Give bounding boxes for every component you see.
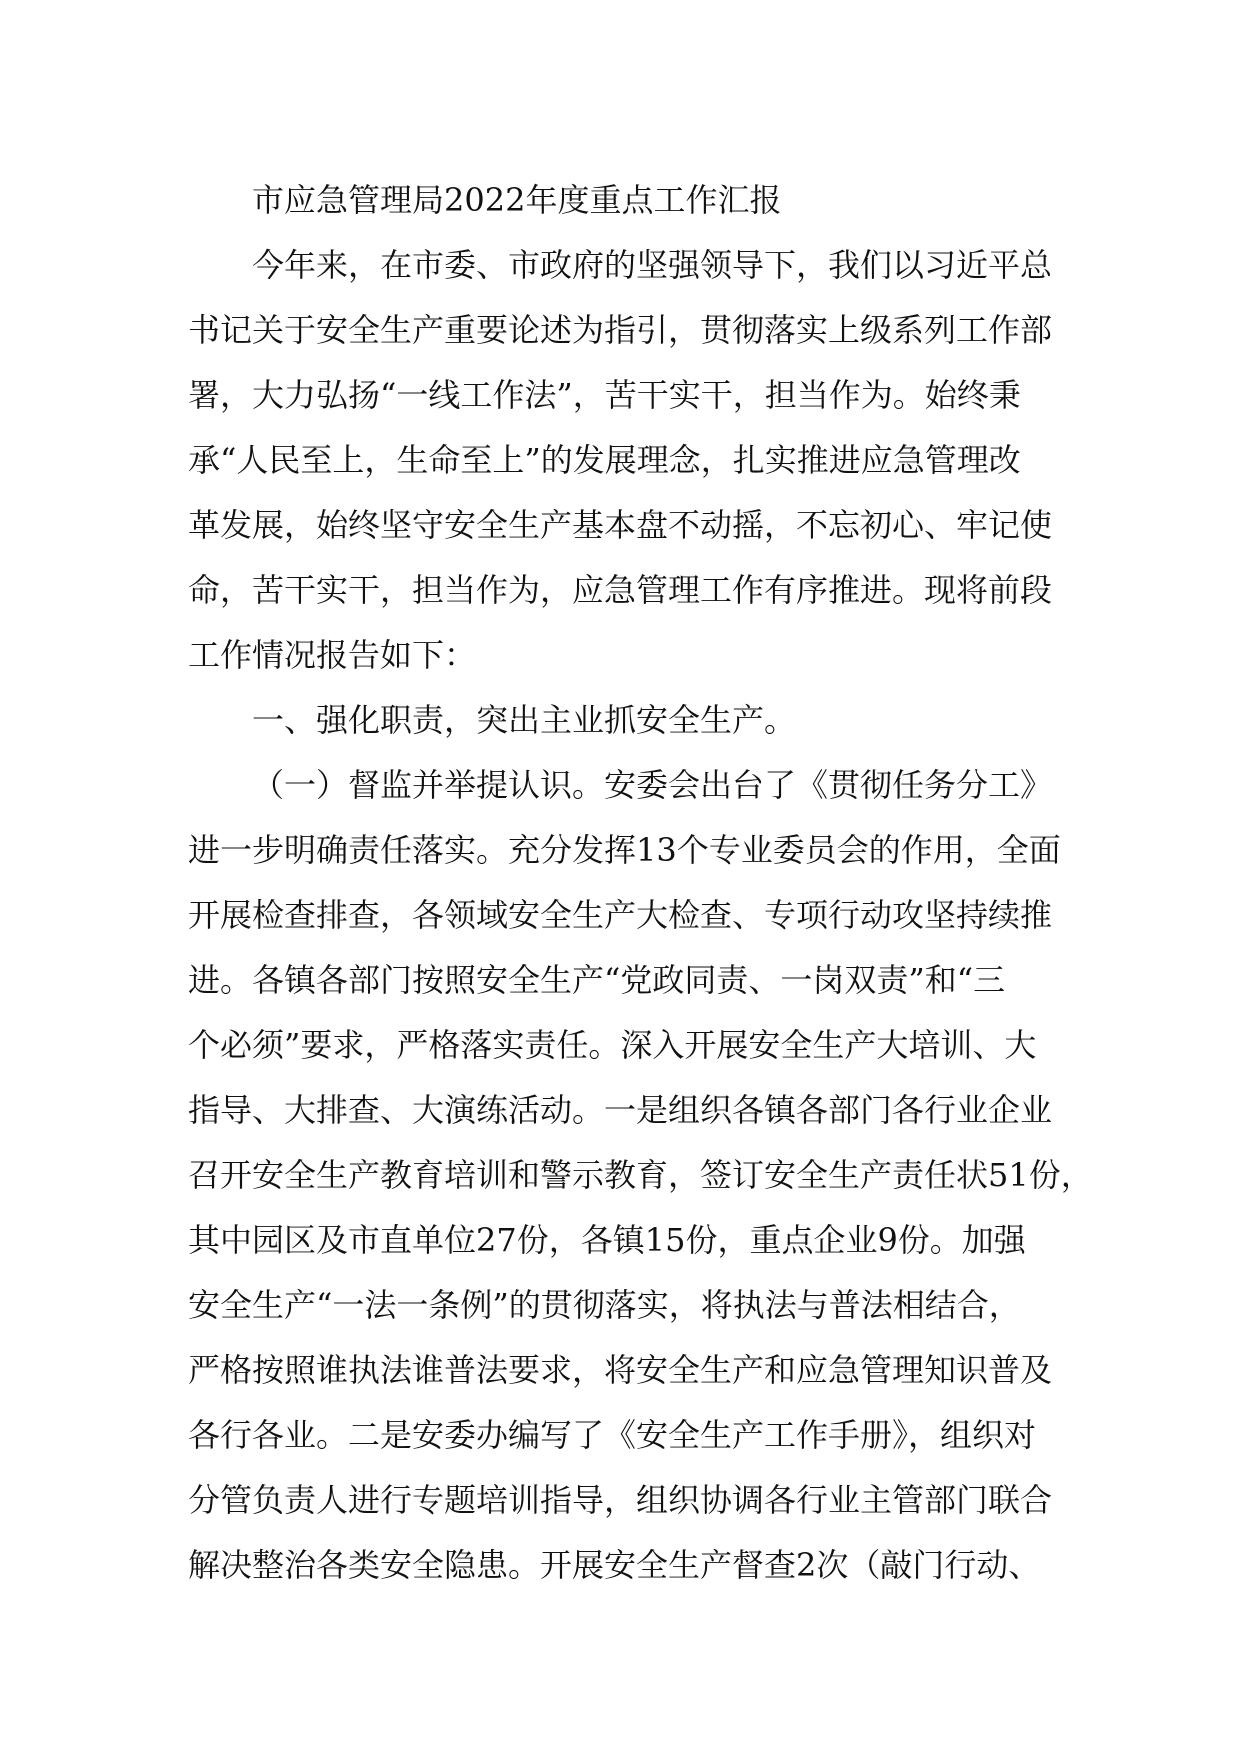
intro-line: 署，大力弘扬“一线工作法”，苦干实干，担当作为。始终秉 [188, 376, 1021, 414]
intro-line: 书记关于安全生产重要论述为指引，贯彻落实上级系列工作部 [188, 311, 1053, 349]
subsection-line: 指导、大排查、大演练活动。一是组织各镇各部门各行业企业 [188, 1091, 1053, 1129]
subsection-line: 进一步明确责任落实。充分发挥13个专业委员会的作用，全面 [188, 831, 1061, 869]
subsection-line: 个必须”要求，严格落实责任。深入开展安全生产大培训、大 [188, 1026, 1037, 1064]
subsection-line: 其中园区及市直单位27份，各镇15份，重点企业9份。加强 [188, 1221, 1026, 1259]
intro-line: 革发展，始终坚守安全生产基本盘不动摇，不忘初心、牢记使 [188, 506, 1053, 544]
intro-line: 命，苦干实干，担当作为，应急管理工作有序推进。现将前段 [188, 571, 1053, 609]
subsection-line: 召开安全生产教育培训和警示教育，签订安全生产责任状51份， [188, 1156, 1093, 1194]
intro-line: 工作情况报告如下： [188, 636, 477, 674]
subsection-line: 各行各业。二是安委办编写了《安全生产工作手册》，组织对 [188, 1416, 1037, 1454]
document-body [188, 168, 1093, 1598]
subsection-line: 进。各镇各部门按照安全生产“党政同责、一岗双责”和“三 [188, 961, 1006, 999]
intro-paragraph [188, 233, 1088, 688]
intro-line: 今年来，在市委、市政府的坚强领导下，我们以习近平总 [252, 246, 1053, 284]
subsection-line: 严格按照谁执法谁普法要求，将安全生产和应急管理知识普及 [188, 1351, 1053, 1389]
subsection-paragraph [188, 753, 1093, 1598]
subsection-line: （一）督监并举提认识。安委会出台了《贯彻任务分工》 [252, 766, 1053, 804]
subsection-line: 分管负责人进行专题培训指导，组织协调各行业主管部门联合 [188, 1481, 1053, 1519]
section-heading: 一、强化职责，突出主业抓安全生产。 [252, 701, 797, 739]
subsection-line: 开展检查排查，各领域安全生产大检查、专项行动攻坚持续推 [188, 896, 1053, 934]
subsection-line: 安全生产“一法一条例”的贯彻落实，将执法与普法相结合， [188, 1286, 1021, 1324]
subsection-line: 解决整治各类安全隐患。开展安全生产督查2次（敲门行动、 [188, 1546, 1041, 1584]
intro-line: 承“人民至上，生命至上”的发展理念，扎实推进应急管理改 [188, 441, 1021, 479]
document-title: 市应急管理局2022年度重点工作汇报 [252, 181, 782, 219]
